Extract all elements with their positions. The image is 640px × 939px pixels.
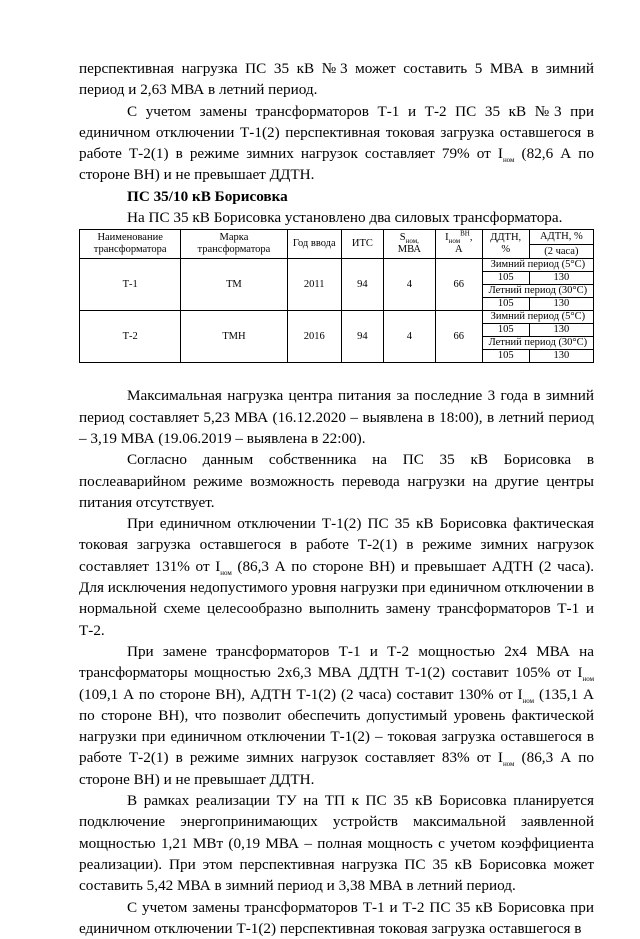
- header-year: Год ввода: [287, 230, 341, 259]
- paragraph-tu-connection: В рамках реализации ТУ на ТП к ПС 35 кВ Борисовка планируется подключение энергопринимающих устройств максимальной заявленной мощностью 1,21 МВт (0,19 МВА – полная мощность с учетом коэффициента реализации). При этом перспективная нагрузка ПС 35 кВ Борисовка может составить 5,42 МВА в зимний период и 3,38 МВА в летний период.: [79, 790, 594, 896]
- header-name: Наименование трансформатора: [80, 230, 181, 259]
- text: При замене трансформаторов Т-1 и Т-2 мощностью 2х4 МВА на трансформаторы мощностью 2х6,3 МВА ДДТН Т-1(2) составит 105% от I: [79, 643, 594, 681]
- subscript: ном: [582, 675, 594, 683]
- paragraph-single-outage: [79, 513, 594, 641]
- subscript: ном: [523, 697, 535, 705]
- text: С учетом замены трансформаторов Т-1 и Т-2 ПС 35 кВ №3 при единичном отключении Т-1(2) перспективная токовая загрузка оставшегося в работе Т-2(1) в режиме зимних нагрузок составляет 79% от I: [79, 103, 594, 163]
- cell-summer-ddtn: 105: [482, 350, 529, 363]
- text: S: [400, 232, 406, 243]
- subscript: ном: [503, 760, 515, 768]
- cell-winter-ddtn: 105: [482, 272, 529, 285]
- cell-s-nom: 4: [383, 259, 435, 311]
- text: (86,3 А по стороне ВН) и не превышает ДДТН.: [79, 749, 594, 787]
- text: (135,1 А по стороне ВН), что позволит обеспечить допустимый уровень фактической нагрузки при единичном отключении Т-1(2) – токовая загрузка оставшегося в работе Т-2(1) в режиме зимних нагрузок составляет 83% от I: [79, 686, 594, 767]
- paragraph-owner-data: Согласно данным собственника на ПС 35 кВ Борисовка в послеаварийном режиме возможность перевода нагрузки на другие центры питания отсутствует.: [79, 449, 594, 513]
- header-its: ИТС: [341, 230, 383, 259]
- cell-winter-label: Зимний период (5°С): [482, 311, 593, 324]
- superscript: ВН: [460, 230, 470, 238]
- cell-summer-adtn: 130: [529, 298, 593, 311]
- cell-winter-label: Зимний период (5°С): [482, 259, 593, 272]
- cell-i-nom: 66: [435, 259, 482, 311]
- cell-winter-adtn: 130: [529, 324, 593, 337]
- cell-name: Т-1: [80, 259, 181, 311]
- text: А: [455, 244, 463, 255]
- cell-name: Т-2: [80, 311, 181, 363]
- text: (86,3 А по стороне ВН) и превышает АДТН (2 часа). Для исключения недопустимого уровня нагрузки при единичном отключении в нормальной схеме целесообразно выполнить замену трансформаторов Т-1 и Т-2.: [79, 558, 594, 639]
- transformers-table: [79, 229, 594, 363]
- cell-year: 2011: [287, 259, 341, 311]
- cell-brand: ТМ: [181, 259, 287, 311]
- table-header-row: [80, 230, 594, 245]
- cell-summer-ddtn: 105: [482, 298, 529, 311]
- cell-winter-ddtn: 105: [482, 324, 529, 337]
- cell-its: 94: [341, 311, 383, 363]
- table-row: [80, 259, 594, 272]
- header-i-nom: $I_{ном}^{ВН}$, А: [435, 230, 482, 259]
- paragraph-max-load: Максимальная нагрузка центра питания за последние 3 года в зимний период составляет 5,23 МВА (16.12.2020 – выявлена в 18:00), в летний период – 3,19 МВА (19.06.2019 – выявлена в 22:00).: [79, 385, 594, 449]
- cell-year: 2016: [287, 311, 341, 363]
- header-ddtn: ДДТН, %: [482, 230, 529, 259]
- paragraph-ps3-replacement: [79, 101, 594, 186]
- paragraph-replacement: [79, 641, 594, 790]
- subscript: ном,: [406, 237, 419, 245]
- cell-summer-label: Летний период (30°С): [482, 337, 593, 350]
- subscript: ном: [503, 156, 515, 164]
- paragraph-continuation: перспективная нагрузка ПС 35 кВ №3 может составить 5 МВА в зимний период и 2,63 МВА в летний период.: [79, 58, 594, 101]
- text: (109,1 А по стороне ВН), АДТН Т-1(2) (2 часа) составит 130% от I: [79, 686, 523, 703]
- header-brand: Марка трансформатора: [181, 230, 287, 259]
- subscript: ном: [220, 569, 232, 577]
- header-s-nom: [383, 230, 435, 259]
- paragraph-final: С учетом замены трансформаторов Т-1 и Т-2 ПС 35 кВ Борисовка при единичном отключении Т-1(2) перспективная токовая загрузка оставшегося в: [79, 897, 594, 939]
- text: МВА: [398, 244, 421, 255]
- cell-summer-adtn: 130: [529, 350, 593, 363]
- header-adtn: АДТН, %: [529, 230, 593, 245]
- cell-brand: ТМН: [181, 311, 287, 363]
- text: При единичном отключении Т-1(2) ПС 35 кВ Борисовка фактическая токовая загрузка оставшегося в работе Т-2(1) в режиме зимних нагрузок составляет 131% от I: [79, 515, 594, 575]
- table-row: [80, 311, 594, 324]
- cell-s-nom: 4: [383, 311, 435, 363]
- text: (82,6 А по стороне ВН) и не превышает ДДТН.: [79, 145, 594, 183]
- paragraph-transformers-installed: На ПС 35 кВ Борисовка установлено два силовых трансформатора.: [79, 207, 594, 228]
- subscript: ном: [449, 237, 461, 245]
- header-adtn-sub: (2 часа): [529, 244, 593, 259]
- text: I: [445, 232, 449, 243]
- section-heading: ПС 35/10 кВ Борисовка: [127, 186, 594, 207]
- cell-i-nom: 66: [435, 311, 482, 363]
- cell-summer-label: Летний период (30°С): [482, 285, 593, 298]
- cell-its: 94: [341, 259, 383, 311]
- cell-winter-adtn: 130: [529, 272, 593, 285]
